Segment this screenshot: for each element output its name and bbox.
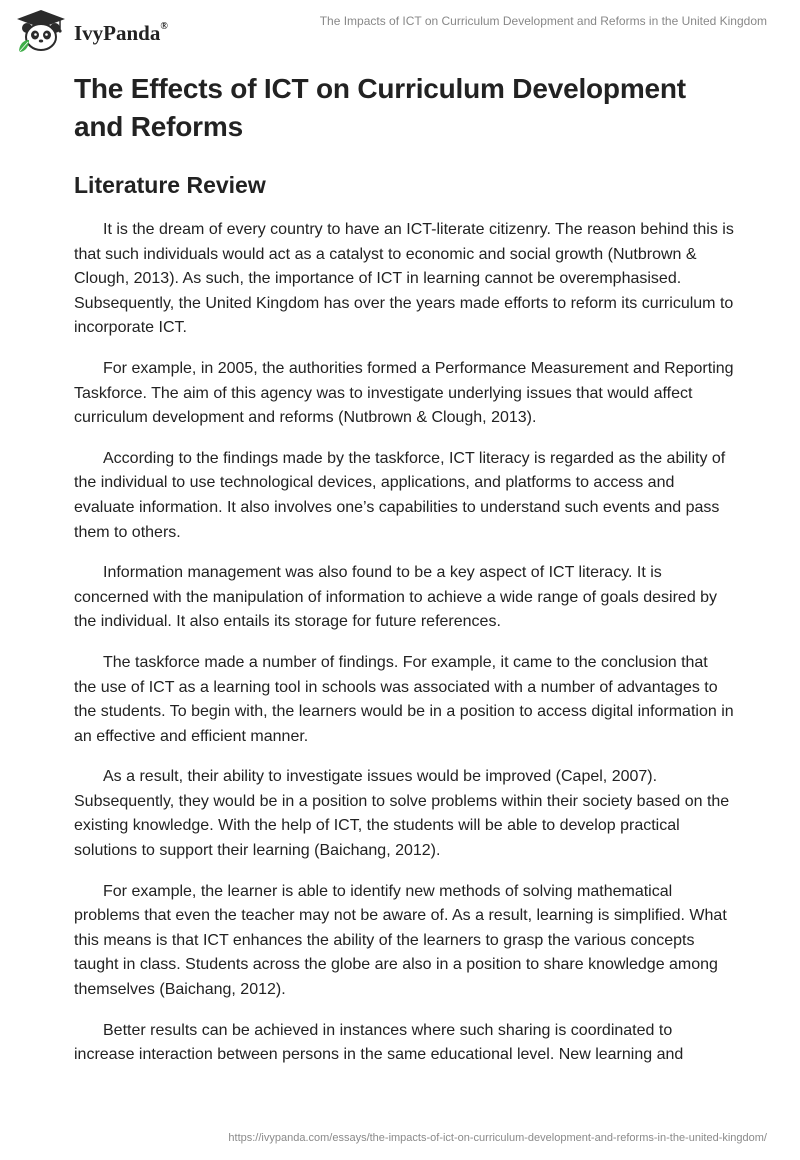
paragraph: For example, the learner is able to identify new methods of solving mathematical problems that even the teacher may not be aware of. As a result, learning is simplified. What this means is that ICT enhances the ability of the learners to grasp the various concepts taught in class. Students across the globe are also in a position to share knowledge among themselves (Baichang, 2012). [74,882,727,999]
paragraph: It is the dream of every country to have an ICT-literate citizenry. The reason behind this is that such individuals would act as a catalyst to economic and social growth (Nutbrown & Clough, 2013). As such, the importance of ICT in learning cannot be overemphasised. Subsequently, the United Kingdom has over the years made efforts to reform its curriculum to incorporate ICT. [74,221,734,337]
paragraph: The taskforce made a number of findings. For example, it came to the conclusion that the use of ICT as a learning tool in schools was associated with a number of advantages to the students. To begin with, the learners would be in a position to access digital information in an effective and efficient manner. [74,653,734,745]
paragraph: According to the findings made by the taskforce, ICT literacy is regarded as the ability of the individual to use technological devices, applications, and platforms to access and evaluate information. It also involves one’s capabilities to understand such events and pass them to others. [74,449,726,541]
paragraph: For example, in 2005, the authorities formed a Performance Measurement and Reporting Taskforce. The aim of this agency was to investigate underlying issues that would affect curriculum development and reforms (Nutbrown & Clough, 2013). [74,359,734,427]
page-header [0,0,800,60]
paragraph: As a result, their ability to investigate issues would be improved (Capel, 2007). Subsequently, they would be in a position to solve problems within their society based on the existing knowledge. With the help of ICT, the students will be able to develop practical solutions to support their learning (Baichang, 2012). [74,768,730,860]
page-title: The Effects of ICT on Curriculum Development and Reforms [74,73,686,142]
running-title: The Impacts of ICT on Curriculum Development and Reforms in the United Kingdom [319,14,767,28]
article-body [74,70,734,1084]
paragraph: Information management was also found to be a key aspect of ICT literacy. It is concerned with the manipulation of information to achieve a wide range of goals desired by the individual. It also entails its storage for future references. [74,564,718,631]
section-heading: Literature Review [74,172,266,198]
panda-graduation-icon [15,8,67,54]
paragraph: Better results can be achieved in instances where such sharing is coordinated to increase interaction between persons in the same educational level. New learning and [74,1021,684,1064]
source-url[interactable]: https://ivypanda.com/essays/the-impacts-of-ict-on-curriculum-development-and-reforms-in-the-united-kingdom/ [228,1132,767,1144]
logo-wordmark: IvyPanda® [74,20,168,45]
ivypanda-logo[interactable] [15,8,168,54]
